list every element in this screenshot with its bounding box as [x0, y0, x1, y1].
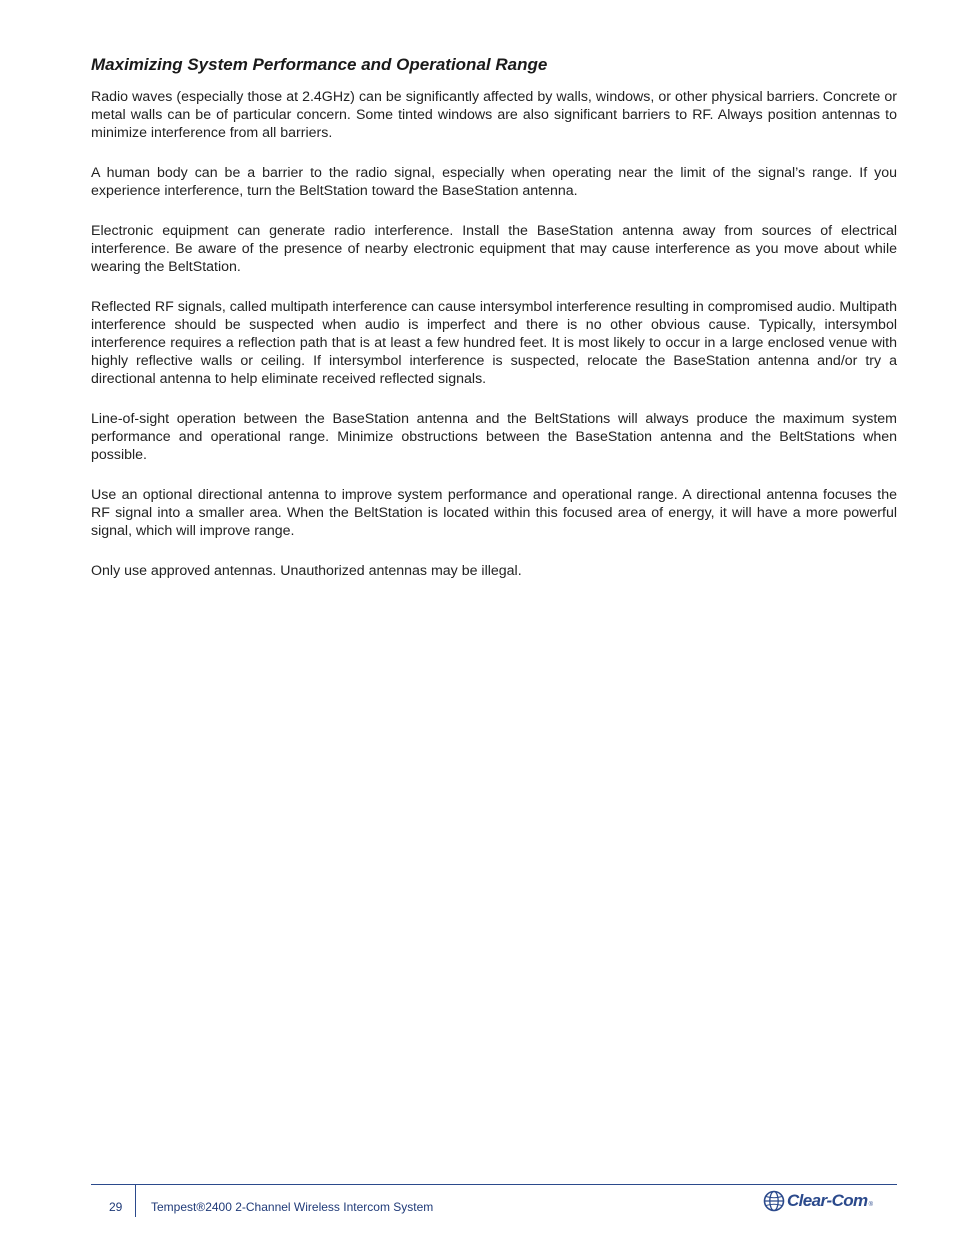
- footer-divider: [135, 1185, 136, 1217]
- page-number: 29: [109, 1200, 123, 1214]
- main-content: [91, 54, 897, 602]
- paragraph-human-body: A human body can be a barrier to the radio signal, especially when operating near the limit of the signal’s range. If you experience interference, turn the BeltStation toward the BaseStation antenna.: [91, 165, 897, 199]
- paragraph-multipath: Reflected RF signals, called multipath interference can cause intersymbol interference resulting in compromised audio. Multipath interference should be suspected when audio is imperfect and there is no other obvious cause. Typically, intersymbol interference requires a reflection path that is at least a few hundred feet. It is most likely to occur in a large enclosed venue with highly reflective walls or ceiling. If intersymbol interference is suspected, relocate the BaseStation antenna and/or try a directional antenna to help eliminate received reflected signals.: [91, 299, 897, 387]
- logo-wordmark: Clear-Com: [787, 1191, 868, 1210]
- paragraph-electronic-equipment: Electronic equipment can generate radio interference. Install the BaseStation antenna away from sources of electrical interference. Be aware of the presence of nearby electronic equipment that may cause interference as you move about while wearing the BeltStation.: [91, 223, 897, 275]
- paragraph-directional-antenna: Use an optional directional antenna to improve system performance and operational range. A directional antenna focuses the RF signal into a smaller area. When the BeltStation is located within this focused area of energy, it will have a more powerful signal, which will improve range.: [91, 487, 897, 539]
- paragraph-line-of-sight: Line-of-sight operation between the BaseStation antenna and the BeltStations will always produce the maximum system performance and operational range. Minimize obstructions between the BaseStation antenna and the BeltStations when possible.: [91, 411, 897, 463]
- clear-com-globe-icon: [763, 1190, 785, 1212]
- page-footer: [91, 1184, 897, 1217]
- clear-com-logo: [763, 1190, 873, 1212]
- paragraph-approved-antennas: Only use approved antennas. Unauthorized antennas may be illegal.: [91, 563, 522, 579]
- logo-registered-mark: ®: [868, 1202, 873, 1208]
- document-title: Tempest®2400 2-Channel Wireless Intercom System: [151, 1200, 434, 1214]
- section-heading: Maximizing System Performance and Operational Range: [91, 55, 548, 74]
- paragraph-barriers: Radio waves (especially those at 2.4GHz) can be significantly affected by walls, windows, or other physical barriers. Concrete or metal walls can be of particular concern. Some tinted windows are also significant barriers to RF. Always position antennas to minimize interference from all barriers.: [91, 89, 897, 141]
